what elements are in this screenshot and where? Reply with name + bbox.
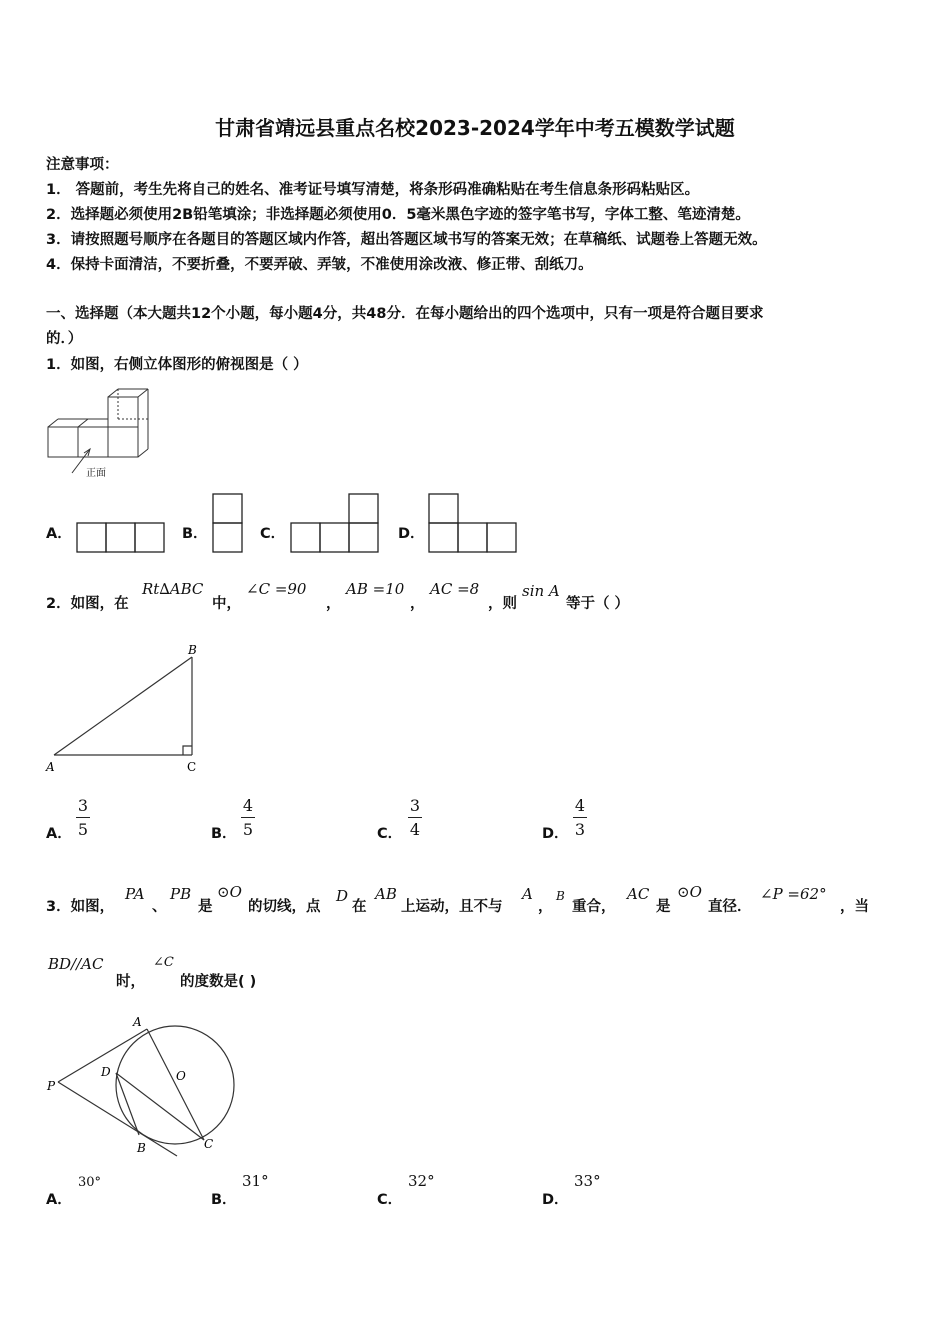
q3-circle-figure [44,1010,244,1160]
q3-text: ，当 [840,899,869,915]
q1-option-c-label[interactable]: C． [260,526,286,542]
q3-fig-label-c: C [204,1137,214,1151]
q3-fig-label-d: D [101,1065,111,1079]
q2-text: 等于（ ） [566,596,630,612]
q3-math-circle-o: ⊙O [217,883,242,901]
q3-option-c-value[interactable]: 32° [408,1172,435,1190]
q3-text: 是 [198,899,213,915]
q1-option-c-figure[interactable] [290,493,382,554]
q3-fig-label-p: P [47,1079,56,1093]
notice-item: 1． 答题前，考生先将自己的姓名、准考证号填写清楚，将条形码准确粘贴在考生信息条形码粘贴区。 [46,182,700,198]
q2-text: ， [410,596,425,612]
q2-math-ab: AB =10 [346,580,405,598]
q3-math-pb: PB [170,885,192,903]
notice-item: 2．选择题必须使用2B铅笔填涂；非选择题必须使用0．5毫米黑色字迹的签字笔书写，字体工整、笔迹清楚。 [46,207,750,223]
q2-fig-label-c: C [187,760,197,774]
q2-math-ac: AC =8 [430,580,480,598]
q3-math-ac: AC [627,885,650,903]
q3-fig-label-b: B [137,1141,146,1155]
q2-option-d-label[interactable]: D． [542,826,569,842]
q3-text: 、 [152,899,167,915]
q2-fig-label-b: B [188,643,197,657]
q2-text: ， [326,596,341,612]
q3-fig-label-a: A [133,1015,142,1029]
q2-option-c-fraction[interactable]: 3 4 [409,796,421,839]
q3-option-d-label[interactable]: D． [542,1192,569,1208]
q2-stem-number: 2．如图，在 [46,596,129,612]
q2-text: ，则 [488,596,517,612]
q3-math-angle-c: ∠C [153,955,174,970]
q3-text: 在 [352,899,367,915]
q3-text: 直径． [708,899,752,915]
q3-math-angle-p: ∠P =62° [760,885,827,903]
q1-stem: 1．如图，右侧立体图形的俯视图是（ ） [46,357,308,373]
q2-option-b-fraction[interactable]: 4 5 [242,796,254,839]
q2-option-b-label[interactable]: B． [211,826,237,842]
q3-math-arc-ab: AB [375,885,397,903]
q3-text: 的切线，点 [248,899,321,915]
q3-math-pa: PA [125,885,145,903]
page-title: 甘肃省靖远县重点名校2023-2024学年中考五模数学试题 [215,116,735,140]
q3-option-a-value[interactable]: 30° [78,1175,102,1190]
q2-option-a-label[interactable]: A． [46,826,72,842]
q1-front-label: 正面 [86,468,106,479]
q1-option-b-figure[interactable] [212,493,244,554]
q3-text: 上运动，且不与 [401,899,503,915]
q3-text: ， [538,899,553,915]
q3-text: 重合， [572,899,616,915]
q3-stem-number: 3．如图， [46,899,115,915]
q3-option-b-label[interactable]: B． [211,1192,237,1208]
notice-item: 3．请按照题号顺序在各题目的答题区域内作答，超出答题区域书写的答案无效；在草稿纸、试题卷上答题无效。 [46,232,767,248]
q3-option-d-value[interactable]: 33° [574,1172,601,1190]
section-heading-line1: 一、选择题（本大题共12个小题，每小题4分，共48分．在每小题给出的四个选项中，只有一项是符合题目要求 [46,306,764,322]
q3-text: 是 [656,899,671,915]
q3-option-c-label[interactable]: C． [377,1192,403,1208]
q3-option-a-label[interactable]: A． [46,1192,72,1208]
q3-fig-label-o: O [176,1069,186,1083]
notice-heading: 注意事项： [46,157,119,173]
q3-text: 时， [116,974,145,990]
q2-math-angle-c: ∠C =90 [246,580,307,598]
section-heading-line2: 的．） [46,331,83,347]
q2-triangle-figure [44,640,214,780]
q1-option-a-label[interactable]: A． [46,526,72,542]
q3-math-circle-o: ⊙O [677,883,702,901]
q2-text: 中， [212,596,241,612]
q2-math-triangle: Rt∆ABC [142,580,204,598]
q3-math-d: D [336,887,349,905]
q1-option-b-label[interactable]: B． [182,526,208,542]
q2-option-d-fraction[interactable]: 4 3 [574,796,586,839]
notice-item: 4．保持卡面清洁，不要折叠，不要弄破、弄皱，不准使用涂改液、修正带、刮纸刀。 [46,257,593,273]
q2-option-a-fraction[interactable]: 3 5 [77,796,89,839]
q1-option-a-figure[interactable] [76,522,166,554]
q2-fig-label-a: A [46,760,55,774]
q2-math-sin-a: sin A [522,582,560,600]
q3-math-bd-parallel-ac: BD//AC [48,955,104,973]
q3-math-b: B [556,889,565,903]
q3-option-b-value[interactable]: 31° [242,1172,269,1190]
q3-text: 的度数是( ) [180,974,257,990]
q3-math-a: A [522,885,533,903]
q2-option-c-label[interactable]: C． [377,826,403,842]
q1-option-d-label[interactable]: D． [398,526,425,542]
q1-option-d-figure[interactable] [428,493,520,554]
